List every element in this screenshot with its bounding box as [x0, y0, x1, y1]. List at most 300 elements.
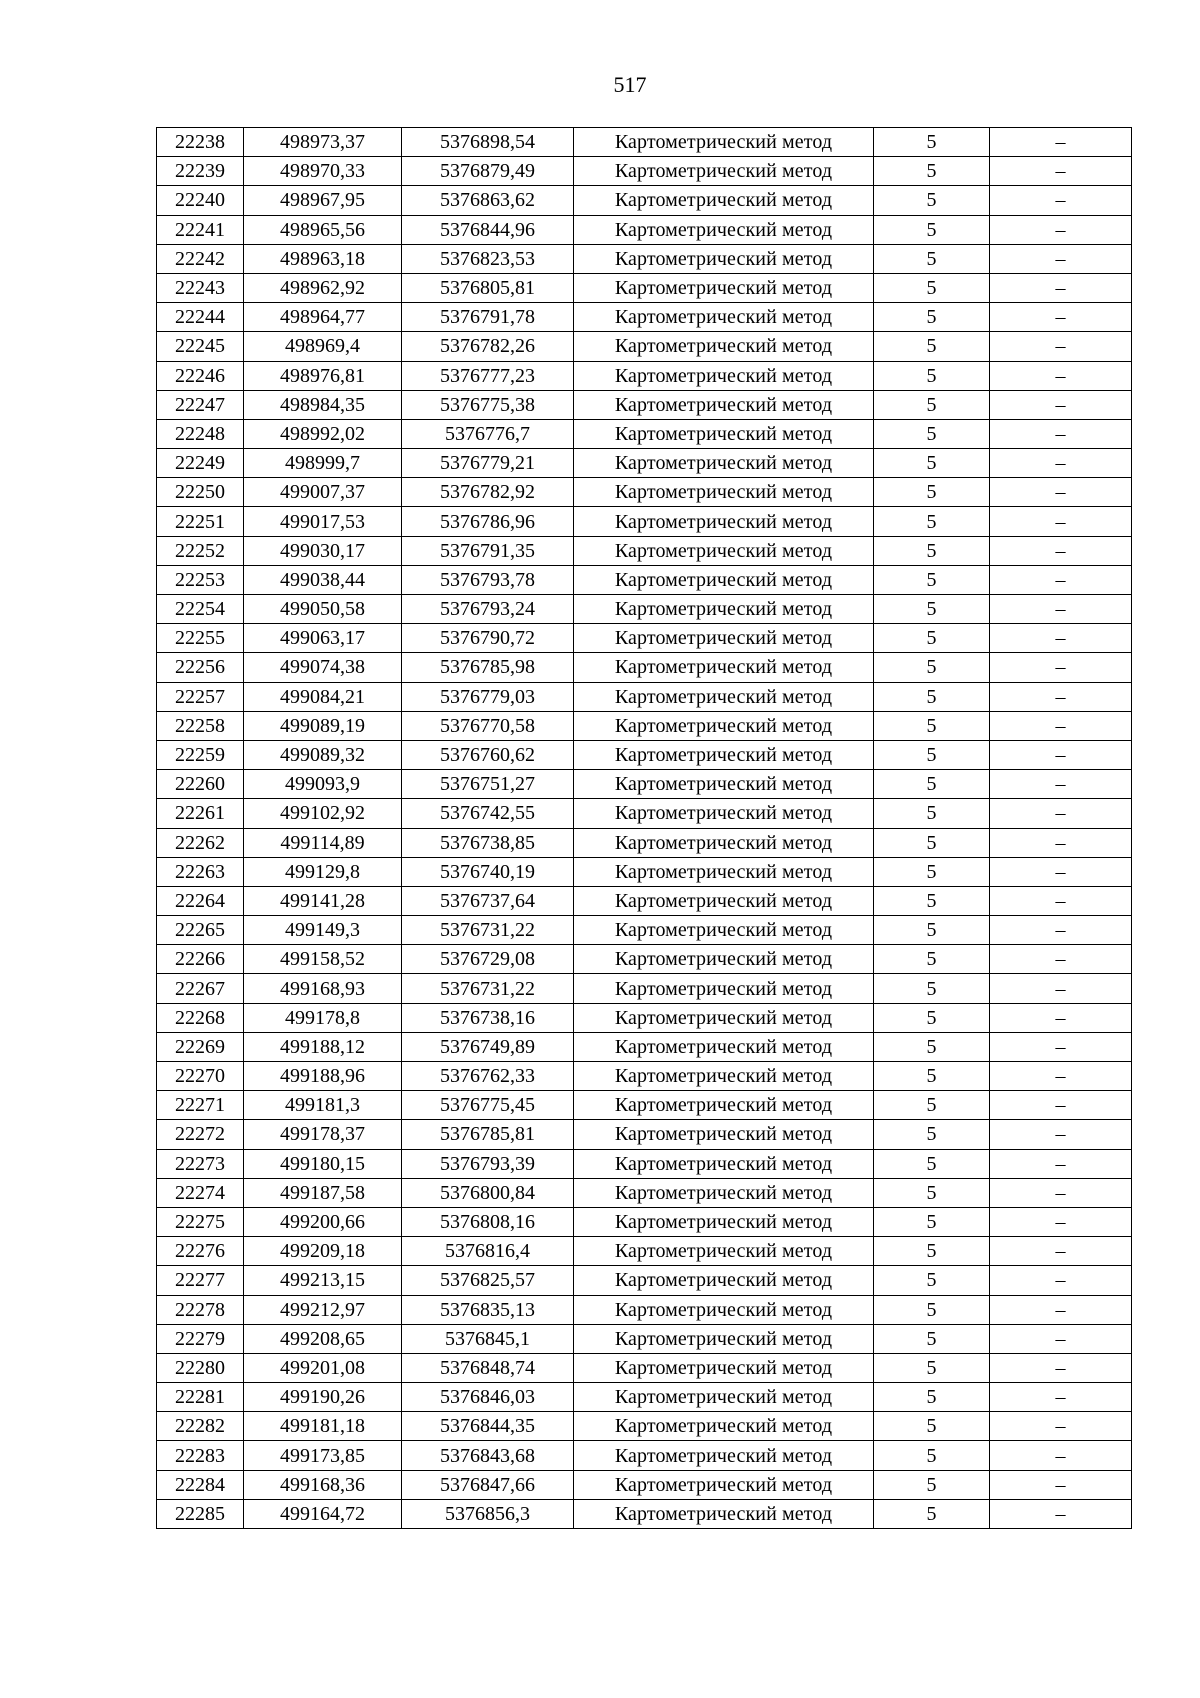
point-number-cell: 22273 [157, 1149, 244, 1178]
y-coordinate-cell: 5376846,03 [402, 1383, 574, 1412]
point-number-cell: 22240 [157, 186, 244, 215]
x-coordinate-cell: 498965,56 [244, 215, 402, 244]
point-number-cell: 22253 [157, 565, 244, 594]
x-coordinate-cell: 498992,02 [244, 419, 402, 448]
method-cell: Картометрический метод [574, 244, 874, 273]
y-coordinate-cell: 5376879,49 [402, 157, 574, 186]
x-coordinate-cell: 499173,85 [244, 1441, 402, 1470]
table-row [157, 215, 1132, 244]
table-row [157, 507, 1132, 536]
description-cell: – [990, 1499, 1132, 1528]
accuracy-cell: 5 [874, 1062, 990, 1091]
x-coordinate-cell: 499188,12 [244, 1032, 402, 1061]
method-cell: Картометрический метод [574, 1441, 874, 1470]
y-coordinate-cell: 5376863,62 [402, 186, 574, 215]
accuracy-cell: 5 [874, 1470, 990, 1499]
description-cell: – [990, 449, 1132, 478]
point-number-cell: 22241 [157, 215, 244, 244]
x-coordinate-cell: 499178,8 [244, 1003, 402, 1032]
table-row [157, 390, 1132, 419]
y-coordinate-cell: 5376843,68 [402, 1441, 574, 1470]
point-number-cell: 22274 [157, 1178, 244, 1207]
x-coordinate-cell: 499201,08 [244, 1353, 402, 1382]
accuracy-cell: 5 [874, 507, 990, 536]
method-cell: Картометрический метод [574, 682, 874, 711]
point-number-cell: 22269 [157, 1032, 244, 1061]
y-coordinate-cell: 5376749,89 [402, 1032, 574, 1061]
method-cell: Картометрический метод [574, 390, 874, 419]
point-number-cell: 22282 [157, 1412, 244, 1441]
description-cell: – [990, 653, 1132, 682]
table-row [157, 1266, 1132, 1295]
description-cell: – [990, 1062, 1132, 1091]
table-row [157, 1295, 1132, 1324]
x-coordinate-cell: 498963,18 [244, 244, 402, 273]
y-coordinate-cell: 5376731,22 [402, 974, 574, 1003]
table-row [157, 828, 1132, 857]
accuracy-cell: 5 [874, 1149, 990, 1178]
method-cell: Картометрический метод [574, 419, 874, 448]
table-row [157, 565, 1132, 594]
point-number-cell: 22281 [157, 1383, 244, 1412]
x-coordinate-cell: 499038,44 [244, 565, 402, 594]
description-cell: – [990, 361, 1132, 390]
method-cell: Картометрический метод [574, 215, 874, 244]
accuracy-cell: 5 [874, 244, 990, 273]
accuracy-cell: 5 [874, 682, 990, 711]
description-cell: – [990, 215, 1132, 244]
accuracy-cell: 5 [874, 1237, 990, 1266]
x-coordinate-cell: 498973,37 [244, 128, 402, 157]
method-cell: Картометрический метод [574, 1149, 874, 1178]
x-coordinate-cell: 499178,37 [244, 1120, 402, 1149]
accuracy-cell: 5 [874, 478, 990, 507]
y-coordinate-cell: 5376816,4 [402, 1237, 574, 1266]
table-row [157, 740, 1132, 769]
point-number-cell: 22262 [157, 828, 244, 857]
accuracy-cell: 5 [874, 1295, 990, 1324]
point-number-cell: 22259 [157, 740, 244, 769]
table-row [157, 536, 1132, 565]
y-coordinate-cell: 5376742,55 [402, 799, 574, 828]
method-cell: Картометрический метод [574, 1091, 874, 1120]
point-number-cell: 22246 [157, 361, 244, 390]
description-cell: – [990, 916, 1132, 945]
x-coordinate-cell: 499102,92 [244, 799, 402, 828]
method-cell: Картометрический метод [574, 478, 874, 507]
accuracy-cell: 5 [874, 419, 990, 448]
x-coordinate-cell: 498962,92 [244, 273, 402, 302]
method-cell: Картометрический метод [574, 916, 874, 945]
point-number-cell: 22244 [157, 303, 244, 332]
y-coordinate-cell: 5376782,26 [402, 332, 574, 361]
x-coordinate-cell: 499030,17 [244, 536, 402, 565]
method-cell: Картометрический метод [574, 1412, 874, 1441]
table-row [157, 770, 1132, 799]
method-cell: Картометрический метод [574, 828, 874, 857]
table-row [157, 886, 1132, 915]
description-cell: – [990, 1032, 1132, 1061]
table-row [157, 1324, 1132, 1353]
point-number-cell: 22264 [157, 886, 244, 915]
table-row [157, 1441, 1132, 1470]
table-row [157, 857, 1132, 886]
description-cell: – [990, 1207, 1132, 1236]
method-cell: Картометрический метод [574, 332, 874, 361]
table-row [157, 682, 1132, 711]
y-coordinate-cell: 5376738,85 [402, 828, 574, 857]
y-coordinate-cell: 5376898,54 [402, 128, 574, 157]
y-coordinate-cell: 5376777,23 [402, 361, 574, 390]
point-number-cell: 22272 [157, 1120, 244, 1149]
method-cell: Картометрический метод [574, 565, 874, 594]
point-number-cell: 22278 [157, 1295, 244, 1324]
description-cell: – [990, 419, 1132, 448]
x-coordinate-cell: 499158,52 [244, 945, 402, 974]
y-coordinate-cell: 5376770,58 [402, 711, 574, 740]
y-coordinate-cell: 5376848,74 [402, 1353, 574, 1382]
x-coordinate-cell: 499181,3 [244, 1091, 402, 1120]
table-row [157, 1412, 1132, 1441]
description-cell: – [990, 1441, 1132, 1470]
accuracy-cell: 5 [874, 1499, 990, 1528]
table-row [157, 361, 1132, 390]
method-cell: Картометрический метод [574, 1353, 874, 1382]
accuracy-cell: 5 [874, 1441, 990, 1470]
y-coordinate-cell: 5376844,35 [402, 1412, 574, 1441]
method-cell: Картометрический метод [574, 1003, 874, 1032]
point-number-cell: 22248 [157, 419, 244, 448]
accuracy-cell: 5 [874, 945, 990, 974]
accuracy-cell: 5 [874, 1266, 990, 1295]
y-coordinate-cell: 5376791,78 [402, 303, 574, 332]
point-number-cell: 22243 [157, 273, 244, 302]
point-number-cell: 22252 [157, 536, 244, 565]
y-coordinate-cell: 5376856,3 [402, 1499, 574, 1528]
accuracy-cell: 5 [874, 449, 990, 478]
method-cell: Картометрический метод [574, 1383, 874, 1412]
point-number-cell: 22268 [157, 1003, 244, 1032]
method-cell: Картометрический метод [574, 1470, 874, 1499]
description-cell: – [990, 1178, 1132, 1207]
x-coordinate-cell: 499084,21 [244, 682, 402, 711]
y-coordinate-cell: 5376779,21 [402, 449, 574, 478]
x-coordinate-cell: 499074,38 [244, 653, 402, 682]
accuracy-cell: 5 [874, 1003, 990, 1032]
point-number-cell: 22263 [157, 857, 244, 886]
x-coordinate-cell: 499188,96 [244, 1062, 402, 1091]
method-cell: Картометрический метод [574, 1266, 874, 1295]
description-cell: – [990, 682, 1132, 711]
table-row [157, 332, 1132, 361]
method-cell: Картометрический метод [574, 536, 874, 565]
description-cell: – [990, 186, 1132, 215]
method-cell: Картометрический метод [574, 1032, 874, 1061]
x-coordinate-cell: 499141,28 [244, 886, 402, 915]
page-number: 517 [613, 72, 647, 97]
table-row [157, 945, 1132, 974]
table-row [157, 1091, 1132, 1120]
y-coordinate-cell: 5376790,72 [402, 624, 574, 653]
point-number-cell: 22277 [157, 1266, 244, 1295]
x-coordinate-cell: 499050,58 [244, 595, 402, 624]
point-number-cell: 22249 [157, 449, 244, 478]
accuracy-cell: 5 [874, 565, 990, 594]
point-number-cell: 22283 [157, 1441, 244, 1470]
y-coordinate-cell: 5376808,16 [402, 1207, 574, 1236]
point-number-cell: 22270 [157, 1062, 244, 1091]
point-number-cell: 22285 [157, 1499, 244, 1528]
x-coordinate-cell: 499190,26 [244, 1383, 402, 1412]
accuracy-cell: 5 [874, 1412, 990, 1441]
description-cell: – [990, 565, 1132, 594]
point-number-cell: 22250 [157, 478, 244, 507]
x-coordinate-cell: 499149,3 [244, 916, 402, 945]
y-coordinate-cell: 5376729,08 [402, 945, 574, 974]
method-cell: Картометрический метод [574, 449, 874, 478]
method-cell: Картометрический метод [574, 1324, 874, 1353]
accuracy-cell: 5 [874, 1353, 990, 1382]
table-row [157, 711, 1132, 740]
method-cell: Картометрический метод [574, 1237, 874, 1266]
method-cell: Картометрический метод [574, 974, 874, 1003]
description-cell: – [990, 1003, 1132, 1032]
table-row [157, 1383, 1132, 1412]
table-row [157, 244, 1132, 273]
method-cell: Картометрический метод [574, 770, 874, 799]
y-coordinate-cell: 5376737,64 [402, 886, 574, 915]
accuracy-cell: 5 [874, 595, 990, 624]
table-row [157, 1032, 1132, 1061]
description-cell: – [990, 536, 1132, 565]
method-cell: Картометрический метод [574, 1499, 874, 1528]
point-number-cell: 22251 [157, 507, 244, 536]
description-cell: – [990, 624, 1132, 653]
x-coordinate-cell: 498970,33 [244, 157, 402, 186]
description-cell: – [990, 1237, 1132, 1266]
coordinates-table-body [157, 128, 1132, 1529]
description-cell: – [990, 128, 1132, 157]
description-cell: – [990, 1324, 1132, 1353]
table-row [157, 974, 1132, 1003]
point-number-cell: 22261 [157, 799, 244, 828]
point-number-cell: 22260 [157, 770, 244, 799]
description-cell: – [990, 1295, 1132, 1324]
x-coordinate-cell: 498967,95 [244, 186, 402, 215]
table-row [157, 799, 1132, 828]
table-row [157, 128, 1132, 157]
point-number-cell: 22247 [157, 390, 244, 419]
x-coordinate-cell: 499089,32 [244, 740, 402, 769]
description-cell: – [990, 303, 1132, 332]
y-coordinate-cell: 5376775,38 [402, 390, 574, 419]
description-cell: – [990, 332, 1132, 361]
y-coordinate-cell: 5376805,81 [402, 273, 574, 302]
point-number-cell: 22258 [157, 711, 244, 740]
x-coordinate-cell: 499007,37 [244, 478, 402, 507]
accuracy-cell: 5 [874, 624, 990, 653]
description-cell: – [990, 974, 1132, 1003]
y-coordinate-cell: 5376793,24 [402, 595, 574, 624]
accuracy-cell: 5 [874, 536, 990, 565]
accuracy-cell: 5 [874, 1120, 990, 1149]
accuracy-cell: 5 [874, 390, 990, 419]
table-row [157, 1120, 1132, 1149]
description-cell: – [990, 595, 1132, 624]
y-coordinate-cell: 5376791,35 [402, 536, 574, 565]
description-cell: – [990, 1149, 1132, 1178]
coordinates-table [156, 127, 1132, 1529]
point-number-cell: 22257 [157, 682, 244, 711]
x-coordinate-cell: 499089,19 [244, 711, 402, 740]
accuracy-cell: 5 [874, 740, 990, 769]
method-cell: Картометрический метод [574, 361, 874, 390]
accuracy-cell: 5 [874, 273, 990, 302]
x-coordinate-cell: 499180,15 [244, 1149, 402, 1178]
method-cell: Картометрический метод [574, 857, 874, 886]
description-cell: – [990, 711, 1132, 740]
point-number-cell: 22242 [157, 244, 244, 273]
table-row [157, 1003, 1132, 1032]
x-coordinate-cell: 499212,97 [244, 1295, 402, 1324]
y-coordinate-cell: 5376835,13 [402, 1295, 574, 1324]
point-number-cell: 22238 [157, 128, 244, 157]
y-coordinate-cell: 5376738,16 [402, 1003, 574, 1032]
point-number-cell: 22266 [157, 945, 244, 974]
method-cell: Картометрический метод [574, 624, 874, 653]
accuracy-cell: 5 [874, 653, 990, 682]
y-coordinate-cell: 5376782,92 [402, 478, 574, 507]
description-cell: – [990, 799, 1132, 828]
x-coordinate-cell: 499129,8 [244, 857, 402, 886]
accuracy-cell: 5 [874, 332, 990, 361]
accuracy-cell: 5 [874, 799, 990, 828]
point-number-cell: 22279 [157, 1324, 244, 1353]
x-coordinate-cell: 499213,15 [244, 1266, 402, 1295]
point-number-cell: 22275 [157, 1207, 244, 1236]
y-coordinate-cell: 5376825,57 [402, 1266, 574, 1295]
y-coordinate-cell: 5376845,1 [402, 1324, 574, 1353]
description-cell: – [990, 1383, 1132, 1412]
description-cell: – [990, 478, 1132, 507]
y-coordinate-cell: 5376785,98 [402, 653, 574, 682]
table-row [157, 1237, 1132, 1266]
accuracy-cell: 5 [874, 711, 990, 740]
method-cell: Картометрический метод [574, 273, 874, 302]
x-coordinate-cell: 499209,18 [244, 1237, 402, 1266]
method-cell: Картометрический метод [574, 653, 874, 682]
y-coordinate-cell: 5376785,81 [402, 1120, 574, 1149]
y-coordinate-cell: 5376751,27 [402, 770, 574, 799]
accuracy-cell: 5 [874, 770, 990, 799]
method-cell: Картометрический метод [574, 186, 874, 215]
point-number-cell: 22280 [157, 1353, 244, 1382]
y-coordinate-cell: 5376786,96 [402, 507, 574, 536]
method-cell: Картометрический метод [574, 886, 874, 915]
description-cell: – [990, 886, 1132, 915]
description-cell: – [990, 945, 1132, 974]
point-number-cell: 22265 [157, 916, 244, 945]
method-cell: Картометрический метод [574, 1295, 874, 1324]
method-cell: Картометрический метод [574, 507, 874, 536]
table-row [157, 1149, 1132, 1178]
method-cell: Картометрический метод [574, 303, 874, 332]
description-cell: – [990, 1120, 1132, 1149]
accuracy-cell: 5 [874, 1178, 990, 1207]
y-coordinate-cell: 5376847,66 [402, 1470, 574, 1499]
description-cell: – [990, 740, 1132, 769]
point-number-cell: 22255 [157, 624, 244, 653]
table-row [157, 303, 1132, 332]
description-cell: – [990, 1266, 1132, 1295]
accuracy-cell: 5 [874, 1032, 990, 1061]
table-row [157, 1499, 1132, 1528]
x-coordinate-cell: 498964,77 [244, 303, 402, 332]
description-cell: – [990, 1091, 1132, 1120]
y-coordinate-cell: 5376731,22 [402, 916, 574, 945]
x-coordinate-cell: 499164,72 [244, 1499, 402, 1528]
x-coordinate-cell: 499168,93 [244, 974, 402, 1003]
method-cell: Картометрический метод [574, 945, 874, 974]
table-row [157, 653, 1132, 682]
method-cell: Картометрический метод [574, 740, 874, 769]
y-coordinate-cell: 5376779,03 [402, 682, 574, 711]
x-coordinate-cell: 499181,18 [244, 1412, 402, 1441]
table-row [157, 595, 1132, 624]
description-cell: – [990, 770, 1132, 799]
table-row [157, 1207, 1132, 1236]
accuracy-cell: 5 [874, 186, 990, 215]
x-coordinate-cell: 499187,58 [244, 1178, 402, 1207]
point-number-cell: 22239 [157, 157, 244, 186]
y-coordinate-cell: 5376775,45 [402, 1091, 574, 1120]
description-cell: – [990, 857, 1132, 886]
method-cell: Картометрический метод [574, 711, 874, 740]
x-coordinate-cell: 498969,4 [244, 332, 402, 361]
table-row [157, 157, 1132, 186]
x-coordinate-cell: 499200,66 [244, 1207, 402, 1236]
table-row [157, 478, 1132, 507]
method-cell: Картометрический метод [574, 1207, 874, 1236]
accuracy-cell: 5 [874, 157, 990, 186]
table-row [157, 419, 1132, 448]
y-coordinate-cell: 5376760,62 [402, 740, 574, 769]
accuracy-cell: 5 [874, 1207, 990, 1236]
point-number-cell: 22267 [157, 974, 244, 1003]
accuracy-cell: 5 [874, 916, 990, 945]
description-cell: – [990, 828, 1132, 857]
table-row [157, 449, 1132, 478]
description-cell: – [990, 273, 1132, 302]
description-cell: – [990, 157, 1132, 186]
table-row [157, 1062, 1132, 1091]
accuracy-cell: 5 [874, 215, 990, 244]
accuracy-cell: 5 [874, 1383, 990, 1412]
accuracy-cell: 5 [874, 886, 990, 915]
method-cell: Картометрический метод [574, 1178, 874, 1207]
description-cell: – [990, 244, 1132, 273]
accuracy-cell: 5 [874, 303, 990, 332]
point-number-cell: 22284 [157, 1470, 244, 1499]
y-coordinate-cell: 5376740,19 [402, 857, 574, 886]
table-row [157, 186, 1132, 215]
method-cell: Картометрический метод [574, 128, 874, 157]
accuracy-cell: 5 [874, 857, 990, 886]
x-coordinate-cell: 499093,9 [244, 770, 402, 799]
table-row [157, 1353, 1132, 1382]
accuracy-cell: 5 [874, 128, 990, 157]
description-cell: – [990, 390, 1132, 419]
